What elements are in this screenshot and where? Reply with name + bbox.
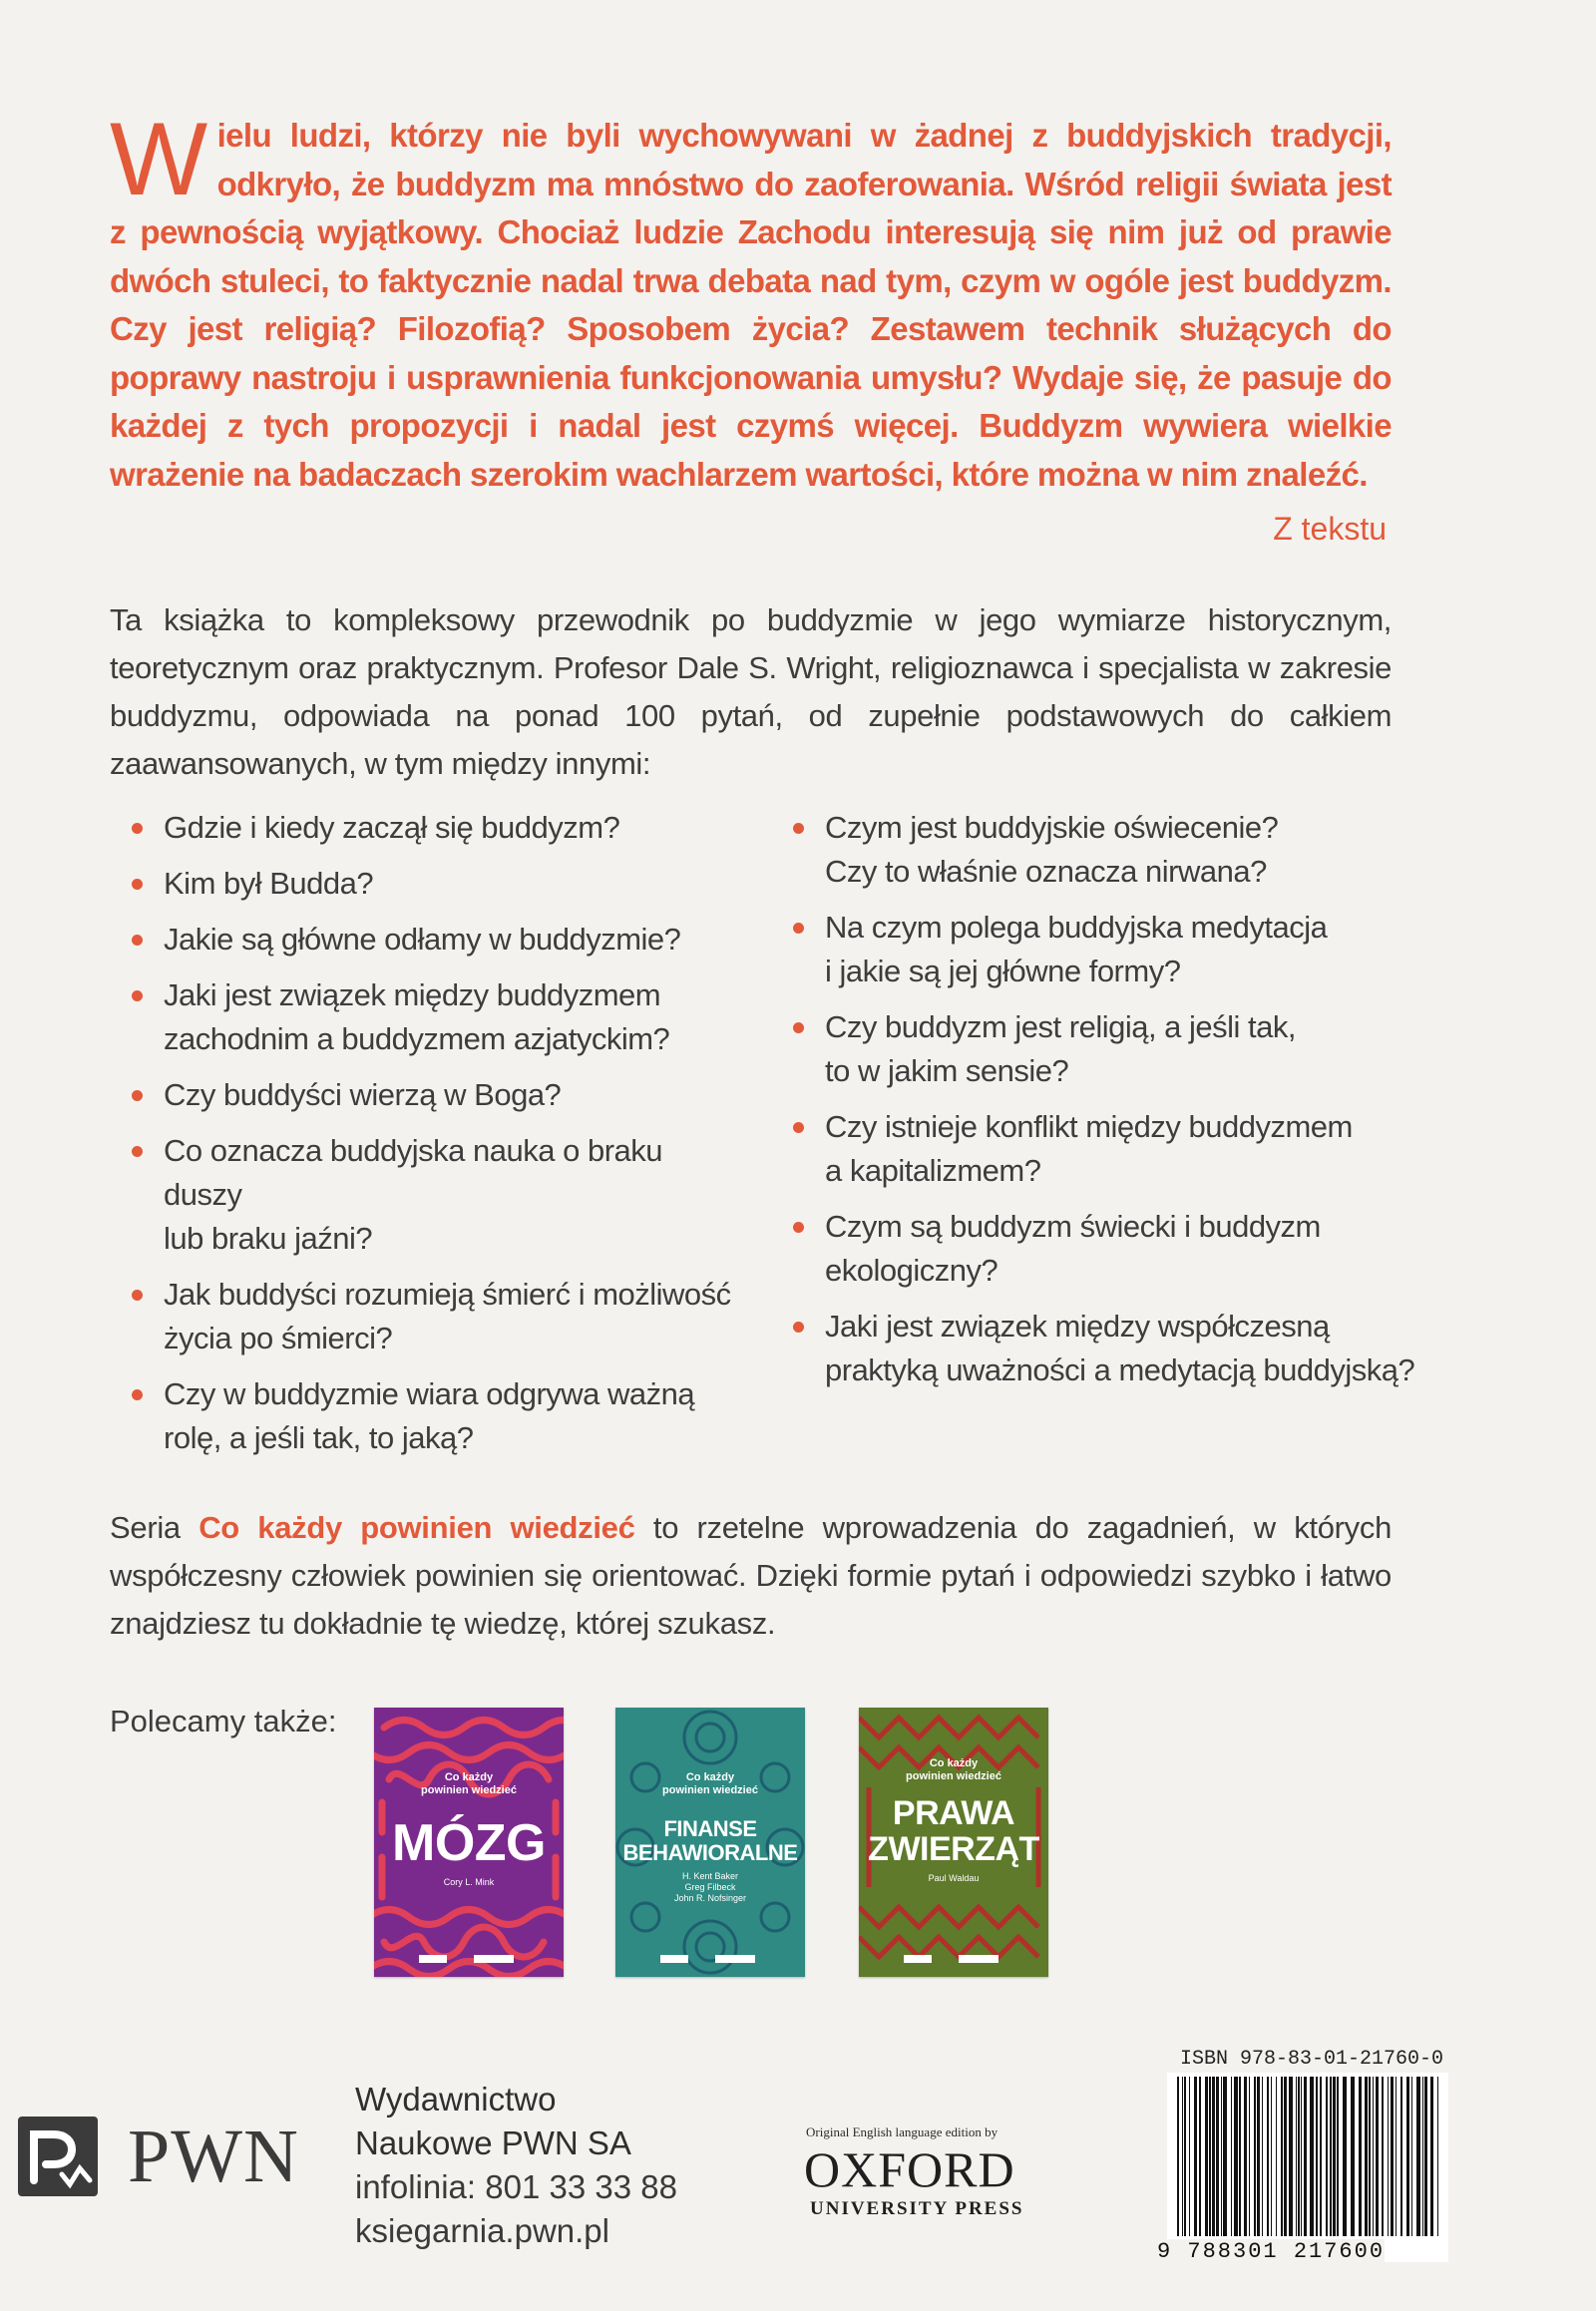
barcode-bar	[1400, 2077, 1402, 2236]
barcode-bar	[1257, 2077, 1260, 2236]
bullet-dot-icon	[793, 823, 804, 834]
barcode-bar	[1373, 2077, 1374, 2236]
bullet-dot-icon	[132, 879, 143, 890]
barcode-bar	[1289, 2077, 1293, 2236]
question-item: Czy istnieje konflikt między buddyzmem a kapitalizmem?	[791, 1105, 1419, 1193]
bullet-dot-icon	[793, 923, 804, 934]
question-item: Na czym polega buddyjska medytacja i jakie są jej główne formy?	[791, 906, 1419, 993]
bullet-dot-icon	[132, 1389, 143, 1400]
barcode-bar	[1284, 2077, 1287, 2236]
quote-source: Z tekstu	[1273, 511, 1387, 547]
cover-title: PRAWA ZWIERZĄT	[868, 1794, 1039, 1868]
bullet-dot-icon	[793, 1222, 804, 1233]
oxford-edition-note: Original English language edition by	[806, 2124, 998, 2139]
barcode-bar	[1209, 2077, 1211, 2236]
question-item: Czy buddyzm jest religią, a jeśli tak, to w jakim sensie?	[791, 1005, 1419, 1093]
bullet-dot-icon	[132, 1090, 143, 1101]
barcode-bar	[1343, 2077, 1347, 2236]
quote-text: ielu ludzi, którzy nie byli wychowywani w żadnej z buddyjskich tradycji, odkryło, że buddyzm ma mnóstwo do zaoferowania. Wśród religii świata jest z pewnością wyjątkowy. Chociaż ludzie Zachodu interesują się nim już od prawie dwóch stuleci, to faktycznie nadal trwa debata nad tym, czym w ogóle jest buddyzm. Czy jest religią? Filozofią? Sposobem życia? Zestawem technik służących do poprawy nastroju i usprawnienia funkcjonowania umysłu? Wydaje się, że pasuje do każdej z tych propozycji i nadal jest czymś więcej. Buddyzm wywiera wielkie wrażenie na badaczach szerokim wachlarzem wartości, które można w nim znaleźć.	[110, 117, 1392, 493]
pwn-logo-icon	[18, 2117, 98, 2196]
questions-right-column	[791, 806, 1419, 1404]
publisher-line-2: Naukowe PWN SA	[355, 2124, 631, 2161]
question-item: Jaki jest związek między współczesną praktyką uważności a medytacją buddyjską?	[791, 1305, 1419, 1392]
barcode-bar	[1231, 2077, 1232, 2236]
quote-dropcap: W	[110, 102, 207, 217]
question-item: Jaki jest związek między buddyzmem zachodnim a buddyzmem azjatyckim?	[130, 973, 738, 1061]
bullet-dot-icon	[132, 823, 143, 834]
intro-paragraph: Ta książka to kompleksowy przewodnik po buddyzmie w jego wymiarze historycznym, teoretycznym oraz praktycznym. Profesor Dale S. Wright, religioznawca i specjalista w zakresie buddyzmu, odpowiada na ponad 100 pytań, od zupełnie podstawowych do całkiem zaawansowanych, w tym między innymi:	[110, 602, 1392, 781]
barcode-bar	[1182, 2077, 1183, 2236]
cover-author: Cory L. Mink	[443, 1877, 495, 1887]
barcode-number: 9 788301 217600	[1157, 2239, 1386, 2264]
shop-link[interactable]: ksiegarnia.pwn.pl	[355, 2212, 609, 2249]
barcode-bar	[1189, 2077, 1190, 2236]
series-suffix: to rzetelne wprowadzenia do zagadnień, w których współczesny człowiek powinien się orientować. Dzięki formie pytań i odpowiedzi szybko i łatwo znajdziesz tu dokładnie tę wiedzę, której szukasz.	[110, 1510, 1393, 1641]
pwn-logo-text: PWN	[128, 2115, 299, 2198]
barcode-bar	[1310, 2077, 1314, 2236]
barcode-bar	[1223, 2077, 1227, 2236]
isbn-label: ISBN 978-83-01-21760-0	[1180, 2048, 1444, 2071]
barcode-bar	[1333, 2077, 1336, 2236]
barcode-bar	[1267, 2077, 1269, 2236]
barcode-bar	[1271, 2077, 1272, 2236]
cover-title: FINANSE BEHAWIORALNE	[622, 1816, 798, 1865]
book-cover-prawa-zwierzat[interactable]	[859, 1708, 1048, 1977]
bullet-dot-icon	[132, 935, 143, 946]
barcode-bar	[1194, 2077, 1197, 2236]
barcode-bar	[1376, 2077, 1379, 2236]
barcode-bar	[1351, 2077, 1355, 2236]
barcode-bar	[1326, 2077, 1328, 2236]
barcode-bar	[1301, 2077, 1302, 2236]
barcode-bar	[1221, 2077, 1222, 2236]
question-item: Jakie są główne odłamy w buddyzmie?	[130, 918, 738, 962]
barcode-bar	[1304, 2077, 1307, 2236]
barcode-bar	[1281, 2077, 1283, 2236]
barcode-bar	[1320, 2077, 1322, 2236]
barcode-icon	[1167, 2073, 1448, 2262]
barcode-bar	[1177, 2077, 1179, 2236]
barcode-bar	[1416, 2077, 1420, 2236]
barcode-bar	[1388, 2077, 1389, 2236]
bullet-dot-icon	[793, 1322, 804, 1333]
publisher-line-1: Wydawnictwo	[355, 2081, 557, 2118]
series-paragraph	[110, 1504, 1392, 1648]
book-cover-finanse-behawioralne[interactable]	[615, 1708, 805, 1977]
barcode-bar	[1249, 2077, 1250, 2236]
barcode-bar	[1369, 2077, 1371, 2236]
barcode-bar	[1430, 2077, 1433, 2236]
barcode-bar	[1359, 2077, 1362, 2236]
question-item: Gdzie i kiedy zaczął się buddyzm?	[130, 806, 738, 850]
barcode-bar	[1205, 2077, 1208, 2236]
barcode-bar	[1296, 2077, 1297, 2236]
cover-series-label: Co każdy powinien wiedzieć	[662, 1771, 758, 1796]
question-item: Kim był Budda?	[130, 862, 738, 906]
book-cover-mozg[interactable]	[374, 1708, 564, 1977]
barcode-bar	[1244, 2077, 1247, 2236]
bullet-dot-icon	[793, 1022, 804, 1033]
quote-block	[110, 102, 1392, 499]
barcode-bar	[1337, 2077, 1339, 2236]
barcode-bar	[1199, 2077, 1201, 2236]
cover-author: Paul Waldau	[928, 1873, 980, 1883]
barcode-bar	[1424, 2077, 1427, 2236]
hotline: infolinia: 801 33 33 88	[355, 2168, 677, 2205]
cover-title: MÓZG	[392, 1814, 546, 1872]
barcode-bar	[1254, 2077, 1256, 2236]
barcode-bar	[1216, 2077, 1219, 2236]
barcode-bar	[1391, 2077, 1394, 2236]
series-prefix: Seria	[110, 1510, 200, 1545]
questions-left-column	[130, 806, 738, 1472]
question-item: Co oznacza buddyjska nauka o braku duszy lub braku jaźni?	[130, 1129, 738, 1261]
barcode-bar	[1184, 2077, 1186, 2236]
question-item: Czy w buddyzmie wiara odgrywa ważną rolę, a jeśli tak, to jaką?	[130, 1372, 738, 1460]
barcode-bar	[1330, 2077, 1332, 2236]
barcode-bar	[1422, 2077, 1423, 2236]
barcode-bar	[1316, 2077, 1318, 2236]
barcode-bar	[1262, 2077, 1263, 2236]
question-item: Jak buddyści rozumieją śmierć i możliwość życia po śmierci?	[130, 1273, 738, 1360]
recommend-label: Polecamy także:	[110, 1704, 337, 1738]
question-item: Czy buddyści wierzą w Boga?	[130, 1073, 738, 1117]
bullet-dot-icon	[132, 1290, 143, 1301]
barcode-bar	[1239, 2077, 1241, 2236]
series-name: Co każdy powinien wiedzieć	[199, 1510, 635, 1545]
bullet-dot-icon	[793, 1122, 804, 1133]
barcode-bar	[1212, 2077, 1215, 2236]
bullet-dot-icon	[132, 1146, 143, 1157]
cover-series-label: Co każdy powinien wiedzieć	[906, 1757, 1001, 1782]
oxford-logo-text: OXFORD	[804, 2141, 1015, 2197]
barcode-bar	[1406, 2077, 1409, 2236]
publisher-info	[355, 2078, 677, 2253]
barcode-bar	[1276, 2077, 1277, 2236]
barcode-bar	[1234, 2077, 1238, 2236]
oxford-subtitle: UNIVERSITY PRESS	[810, 2198, 1024, 2219]
question-item: Czym jest buddyjskie oświecenie? Czy to właśnie oznacza nirwana?	[791, 806, 1419, 894]
cover-series-label: Co każdy powinien wiedzieć	[421, 1771, 517, 1796]
barcode-bar	[1437, 2077, 1438, 2236]
barcode-bar	[1298, 2077, 1300, 2236]
bullet-dot-icon	[132, 990, 143, 1001]
barcode-bar	[1365, 2077, 1368, 2236]
barcode-bar	[1382, 2077, 1384, 2236]
question-item: Czym są buddyzm świecki i buddyzm ekologiczny?	[791, 1205, 1419, 1293]
barcode-bar	[1411, 2077, 1412, 2236]
cover-author: H. Kent Baker Greg Filbeck John R. Nofsinger	[673, 1871, 747, 1903]
